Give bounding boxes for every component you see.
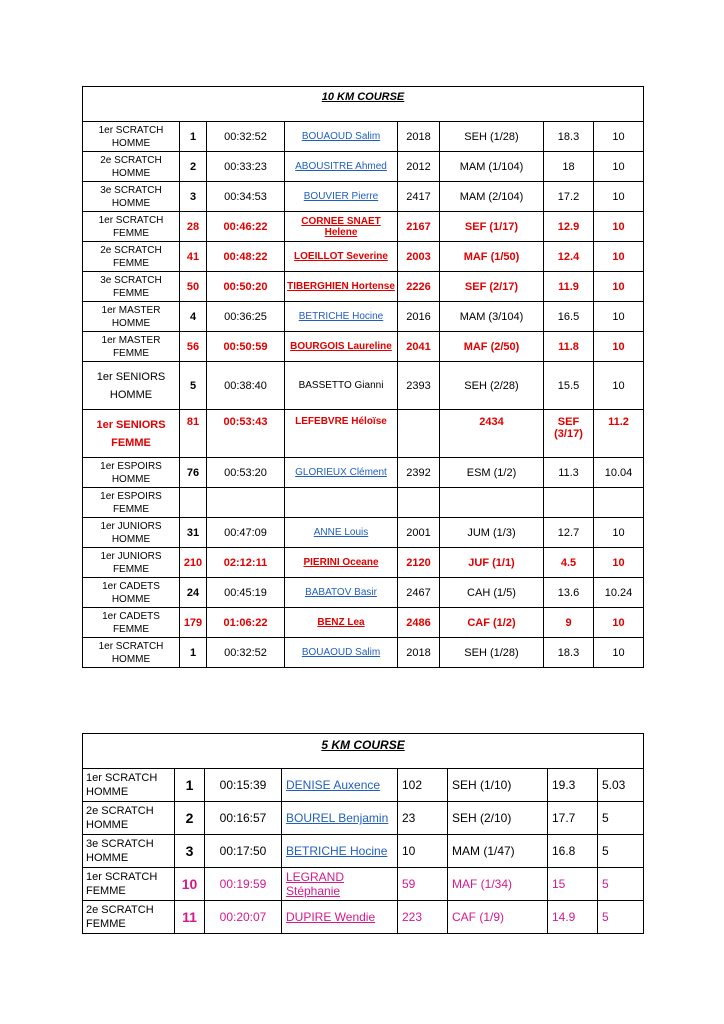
table-cell: 5.03: [598, 769, 644, 802]
table-cell: CAF (1/9): [448, 901, 548, 934]
table-cell[interactable]: [285, 578, 398, 608]
table-cell[interactable]: [282, 769, 398, 802]
table-cell: 16.5: [544, 302, 594, 332]
table-cell: [180, 488, 207, 518]
table-cell: 1er JUNIORS HOMME: [83, 518, 180, 548]
table-cell: JUM (1/3): [440, 518, 544, 548]
table-title: 5 KM COURSE: [83, 734, 644, 769]
table-cell[interactable]: [282, 868, 398, 901]
table-cell: 223: [398, 901, 448, 934]
table-cell: MAM (1/47): [448, 835, 548, 868]
table-cell: 18.3: [544, 638, 594, 668]
table-cell: 1er CADETS HOMME: [83, 578, 180, 608]
table-cell: [207, 488, 285, 518]
table-cell[interactable]: [285, 122, 398, 152]
table-cell: 2486: [398, 608, 440, 638]
table-cell: 24: [180, 578, 207, 608]
table-cell: 2018: [398, 638, 440, 668]
table-cell: 10.04: [594, 458, 644, 488]
table-cell: 02:12:11: [207, 548, 285, 578]
table-cell: 10: [594, 152, 644, 182]
table-cell: 18.3: [544, 122, 594, 152]
table-cell: 11.3: [544, 458, 594, 488]
table-cell: 1er SENIORS HOMME: [83, 362, 180, 410]
table-cell: 10: [594, 212, 644, 242]
runner-name-link[interactable]: PIERINI Oceane: [303, 557, 379, 568]
table-row: [83, 458, 644, 488]
table-cell: 56: [180, 332, 207, 362]
runner-name-link[interactable]: BETRICHE Hocine: [286, 844, 388, 858]
table-cell: 2167: [398, 212, 440, 242]
table-cell: 5: [598, 835, 644, 868]
table-cell: 10: [594, 518, 644, 548]
runner-name-link[interactable]: BOURGOIS Laureline: [290, 341, 392, 352]
runner-name-link[interactable]: GLORIEUX Clément: [295, 467, 387, 478]
table-cell[interactable]: [285, 152, 398, 182]
table-5km: [82, 733, 644, 934]
table-cell: 102: [398, 769, 448, 802]
table-cell: 50: [180, 272, 207, 302]
table-cell: 00:38:40: [207, 362, 285, 410]
runner-name-link[interactable]: BOUREL Benjamin: [286, 811, 389, 825]
table-cell[interactable]: [285, 182, 398, 212]
table-cell: 1er ESPOIRS HOMME: [83, 458, 180, 488]
table-cell: 5: [598, 901, 644, 934]
table-cell: 4: [180, 302, 207, 332]
table-cell: BASSETTO Gianni: [285, 362, 398, 410]
table-cell: 00:36:25: [207, 302, 285, 332]
table-row: [83, 835, 644, 868]
table-cell: 179: [180, 608, 207, 638]
table-row: [83, 769, 644, 802]
table-cell: 2041: [398, 332, 440, 362]
table-cell: 81: [180, 410, 207, 458]
table-row: [83, 901, 644, 934]
table-cell: 15.5: [544, 362, 594, 410]
table-cell: 1er SENIORS FEMME: [83, 410, 180, 458]
runner-name-link[interactable]: BETRICHE Hocine: [298, 311, 384, 322]
table-cell: 5: [180, 362, 207, 410]
runner-name-link[interactable]: BENZ Lea: [317, 617, 365, 628]
table-cell: 59: [398, 868, 448, 901]
table-cell: 2226: [398, 272, 440, 302]
table-cell: 2e SCRATCH FEMME: [83, 901, 175, 934]
table-cell: MAM (3/104): [440, 302, 544, 332]
table-cell: 1er ESPOIRS FEMME: [83, 488, 180, 518]
table-cell: 00:50:20: [207, 272, 285, 302]
table-cell: 2e SCRATCH HOMME: [83, 152, 180, 182]
table-cell: 16.8: [548, 835, 598, 868]
table-cell: 76: [180, 458, 207, 488]
table-cell: 4.5: [544, 548, 594, 578]
table-cell: [544, 488, 594, 518]
table-cell: CAF (1/2): [440, 608, 544, 638]
table-cell: ESM (1/2): [440, 458, 544, 488]
table-cell: 3: [180, 182, 207, 212]
table-cell: MAM (2/104): [440, 182, 544, 212]
table-cell: [398, 410, 440, 458]
runner-name-link[interactable]: ANNE Louis: [313, 527, 369, 538]
table-cell: 00:45:19: [207, 578, 285, 608]
table-cell: 17.2: [544, 182, 594, 212]
table-cell: 31: [180, 518, 207, 548]
table-cell: 2434: [440, 410, 544, 458]
table-cell: 1: [180, 122, 207, 152]
table-row: [83, 332, 644, 362]
table-cell: SEH (1/28): [440, 122, 544, 152]
table-cell: 5: [598, 868, 644, 901]
table-cell: 11.2: [594, 410, 644, 458]
table-cell: 3e SCRATCH FEMME: [83, 272, 180, 302]
table-cell[interactable]: [285, 518, 398, 548]
table-cell: 10: [594, 332, 644, 362]
table-cell: SEH (1/28): [440, 638, 544, 668]
table-cell: 10: [594, 122, 644, 152]
table-cell: 2018: [398, 122, 440, 152]
table-cell[interactable]: [285, 302, 398, 332]
table-cell: 2016: [398, 302, 440, 332]
table-cell: 2: [175, 802, 205, 835]
runner-name-link[interactable]: DUPIRE Wendie: [286, 910, 376, 924]
runner-name-link[interactable]: TIBERGHIEN Hortense: [287, 281, 395, 292]
table-cell: SEF (1/17): [440, 212, 544, 242]
table-cell: SEF (3/17): [544, 410, 594, 458]
table-cell: 11.9: [544, 272, 594, 302]
table-cell: 2392: [398, 458, 440, 488]
table-cell[interactable]: [282, 835, 398, 868]
table-cell: 1er SCRATCH FEMME: [83, 212, 180, 242]
table-cell: CAH (1/5): [440, 578, 544, 608]
table-row: [83, 548, 644, 578]
table-cell: 00:53:43: [207, 410, 285, 458]
table-cell: 3e SCRATCH HOMME: [83, 835, 175, 868]
table-cell: 1er SCRATCH HOMME: [83, 769, 175, 802]
table-cell: 00:32:52: [207, 122, 285, 152]
table-cell: 10: [594, 608, 644, 638]
table-cell: 17.7: [548, 802, 598, 835]
runner-name-link[interactable]: DENISE Auxence: [286, 778, 381, 792]
table-cell: [594, 488, 644, 518]
table-cell: 2003: [398, 242, 440, 272]
table-cell: 23: [398, 802, 448, 835]
table-cell[interactable]: [285, 548, 398, 578]
table-cell[interactable]: [285, 638, 398, 668]
table-cell: SEH (2/10): [448, 802, 548, 835]
table-cell[interactable]: [285, 608, 398, 638]
table-cell: 10: [594, 182, 644, 212]
table-cell: LEFEBVRE Héloïse: [285, 410, 398, 458]
table-cell: 12.4: [544, 242, 594, 272]
table-cell: 2e SCRATCH FEMME: [83, 242, 180, 272]
table-cell: 1er MASTER HOMME: [83, 302, 180, 332]
table-cell: MAM (1/104): [440, 152, 544, 182]
table-cell: 00:53:20: [207, 458, 285, 488]
table-cell: 2012: [398, 152, 440, 182]
table-cell: SEH (2/28): [440, 362, 544, 410]
table-cell: MAF (1/34): [448, 868, 548, 901]
table-cell: 210: [180, 548, 207, 578]
table-row: [83, 488, 644, 518]
table-row: [83, 302, 644, 332]
table-cell: 14.9: [548, 901, 598, 934]
table-cell: 10.24: [594, 578, 644, 608]
table-row: [83, 638, 644, 668]
table-cell: 00:16:57: [205, 802, 282, 835]
table-cell: 1er CADETS FEMME: [83, 608, 180, 638]
table-row: [83, 518, 644, 548]
table-cell: JUF (1/1): [440, 548, 544, 578]
table-row: [83, 242, 644, 272]
table-row: [83, 868, 644, 901]
table-cell: 1er MASTER FEMME: [83, 332, 180, 362]
table-cell: 12.7: [544, 518, 594, 548]
table-cell: MAF (1/50): [440, 242, 544, 272]
table-cell: 2: [180, 152, 207, 182]
table-cell: 00:19:59: [205, 868, 282, 901]
table-cell: 00:47:09: [207, 518, 285, 548]
table-cell: 10: [594, 362, 644, 410]
table-row: [83, 362, 644, 410]
table-cell: 15: [548, 868, 598, 901]
table-cell: 12.9: [544, 212, 594, 242]
table-cell[interactable]: [285, 242, 398, 272]
runner-name-link[interactable]: BOUAOUD Salim: [301, 647, 381, 658]
table-cell: 19.3: [548, 769, 598, 802]
table-row: [83, 122, 644, 152]
table-cell: 10: [398, 835, 448, 868]
table-cell: 00:34:53: [207, 182, 285, 212]
table-cell: 1: [175, 769, 205, 802]
runner-name-link[interactable]: BABATOV Basir: [305, 587, 377, 598]
table-row: [83, 802, 644, 835]
table-cell: 2001: [398, 518, 440, 548]
table-cell: 10: [594, 548, 644, 578]
table-row: [83, 212, 644, 242]
table-cell: [398, 488, 440, 518]
table-cell: 00:50:59: [207, 332, 285, 362]
table-cell[interactable]: [285, 212, 398, 242]
table-cell: 00:48:22: [207, 242, 285, 272]
table-cell: 11.8: [544, 332, 594, 362]
table-cell: [440, 488, 544, 518]
table-cell: 2393: [398, 362, 440, 410]
table-row: [83, 410, 644, 458]
table-cell: 10: [594, 272, 644, 302]
table-cell: 00:46:22: [207, 212, 285, 242]
table-row: [83, 182, 644, 212]
table-cell: 10: [175, 868, 205, 901]
table-cell: 18: [544, 152, 594, 182]
table-cell: 10: [594, 638, 644, 668]
table-row: [83, 272, 644, 302]
table-cell: SEF (2/17): [440, 272, 544, 302]
table-cell: 1: [180, 638, 207, 668]
table-cell[interactable]: [282, 802, 398, 835]
table-cell: SEH (1/10): [448, 769, 548, 802]
table-row: [83, 608, 644, 638]
table-cell[interactable]: [285, 332, 398, 362]
table-cell: 1er SCRATCH FEMME: [83, 868, 175, 901]
table-cell: 41: [180, 242, 207, 272]
table-cell[interactable]: [285, 272, 398, 302]
table-row: [83, 578, 644, 608]
table-cell: 2467: [398, 578, 440, 608]
table-cell: 3: [175, 835, 205, 868]
table-cell: 1er SCRATCH HOMME: [83, 638, 180, 668]
table-cell: 3e SCRATCH HOMME: [83, 182, 180, 212]
table-cell: 2417: [398, 182, 440, 212]
table-cell: 11: [175, 901, 205, 934]
table-cell: 00:15:39: [205, 769, 282, 802]
runner-name-link[interactable]: CORNEE SNAET Helene: [301, 215, 381, 238]
table-row: [83, 152, 644, 182]
table-cell: 01:06:22: [207, 608, 285, 638]
table-cell: 9: [544, 608, 594, 638]
table-cell: 10: [594, 302, 644, 332]
runner-name-link[interactable]: LEGRAND Stéphanie: [286, 870, 345, 898]
table-cell: 28: [180, 212, 207, 242]
table-cell: 13.6: [544, 578, 594, 608]
table-cell: 00:33:23: [207, 152, 285, 182]
table-cell: 2e SCRATCH HOMME: [83, 802, 175, 835]
table-cell: 1er SCRATCH HOMME: [83, 122, 180, 152]
table-cell: 00:32:52: [207, 638, 285, 668]
table-cell: 2120: [398, 548, 440, 578]
table-cell[interactable]: [285, 458, 398, 488]
runner-name-link[interactable]: LOEILLOT Severine: [294, 251, 388, 262]
table-cell: [285, 488, 398, 518]
runner-name-link[interactable]: ABOUSITRE Ahmed: [295, 161, 387, 172]
table-cell: 1er JUNIORS FEMME: [83, 548, 180, 578]
table-cell: 00:17:50: [205, 835, 282, 868]
runner-name-link[interactable]: BOUVIER Pierre: [303, 191, 379, 202]
table-cell: 5: [598, 802, 644, 835]
table-title: 10 KM COURSE: [83, 87, 644, 122]
table-10km: [82, 86, 644, 668]
table-cell: MAF (2/50): [440, 332, 544, 362]
table-cell: 10: [594, 242, 644, 272]
table-cell: 00:20:07: [205, 901, 282, 934]
runner-name-link[interactable]: BOUAOUD Salim: [301, 131, 381, 142]
table-cell[interactable]: [282, 901, 398, 934]
